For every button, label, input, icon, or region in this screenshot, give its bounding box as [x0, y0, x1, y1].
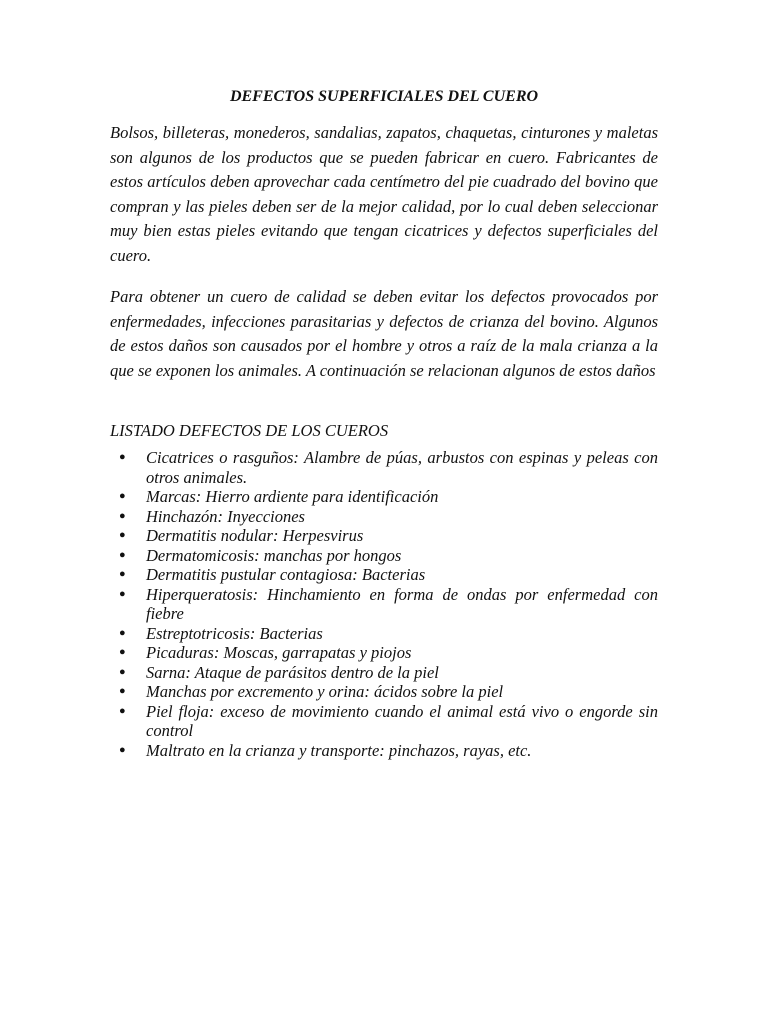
- bullet-icon: ●: [119, 568, 126, 580]
- list-item-text: Hinchazón: Inyecciones: [146, 506, 305, 526]
- list-item: [110, 702, 658, 741]
- list-item: [110, 448, 658, 487]
- bullet-icon: ●: [119, 509, 126, 522]
- list-heading: LISTADO DEFECTOS DE LOS CUEROS: [110, 421, 389, 440]
- list-item-text: Dermatomicosis: manchas por hongos: [146, 545, 402, 565]
- document-title: DEFECTOS SUPERFICIALES DEL CUERO: [229, 88, 539, 105]
- list-item: [110, 526, 658, 546]
- list-item: [110, 663, 658, 683]
- list-item-text: Hiperqueratosis: Hinchamiento en forma de ondas por enfermedad con fiebre: [146, 584, 658, 623]
- list-item-text: Sarna: Ataque de parásitos dentro de la piel: [146, 662, 439, 682]
- list-item: [110, 585, 658, 624]
- bullet-icon: ●: [119, 529, 126, 541]
- list-item: [110, 507, 658, 527]
- bullet-icon: ●: [119, 646, 126, 658]
- list-item-text: Marcas: Hierro ardiente para identificación: [146, 487, 439, 506]
- list-item: [110, 682, 658, 702]
- list-item-text: Cicatrices o rasguños: Alambre de púas, arbustos con espinas y peleas con otros animales.: [146, 448, 658, 487]
- list-item: [110, 741, 658, 761]
- bullet-icon: ●: [119, 743, 126, 756]
- list-item: [110, 565, 658, 585]
- list-item-text: Manchas por excremento y orina: ácidos sobre la piel: [146, 682, 504, 701]
- list-item-text: Dermatitis nodular: Herpesvirus: [146, 526, 364, 545]
- bullet-icon: ●: [119, 704, 126, 717]
- list-item: [110, 643, 658, 663]
- bullet-icon: ●: [119, 587, 126, 600]
- list-item-text: Piel floja: exceso de movimiento cuando el animal está vivo o engorde sin control: [146, 701, 658, 740]
- intro-paragraph: Bolsos, billeteras, monederos, sandalias, zapatos, chaquetas, cinturones y maletas son algunos de los productos que se pueden fabricar en cuero. Fabricantes de estos artículos deben aprovechar cada centímetro del pie cuadrado del bovino que compran y las pieles deben ser de la mejor calidad, por lo cual deben seleccionar muy bien estas pieles evitando que tengan cicatrices y defectos superficiales del cuero.: [110, 123, 658, 265]
- list-item-text: Estreptotricosis: Bacterias: [146, 623, 323, 643]
- bullet-icon: ●: [119, 626, 126, 639]
- list-item-text: Picaduras: Moscas, garrapatas y piojos: [146, 643, 412, 662]
- bullet-icon: ●: [119, 490, 126, 502]
- bullet-icon: ●: [119, 685, 126, 697]
- bullet-icon: ●: [119, 451, 126, 463]
- quality-paragraph: Para obtener un cuero de calidad se deben evitar los defectos provocados por enfermedades, infecciones parasitarias y defectos de crianza del bovino. Algunos de estos daños son causados por el hombre y otros a raíz de la mala crianza a la que se exponen los animales. A continuación se relacionan algunos de estos daños: [110, 287, 658, 380]
- list-item: [110, 624, 658, 644]
- bullet-icon: ●: [119, 665, 126, 678]
- list-item-text: Dermatitis pustular contagiosa: Bacterias: [146, 565, 426, 584]
- bullet-icon: ●: [119, 548, 126, 561]
- defects-list: [110, 448, 658, 760]
- list-item-text: Maltrato en la crianza y transporte: pinchazos, rayas, etc.: [146, 740, 532, 760]
- list-item: [110, 546, 658, 566]
- list-item: [110, 487, 658, 507]
